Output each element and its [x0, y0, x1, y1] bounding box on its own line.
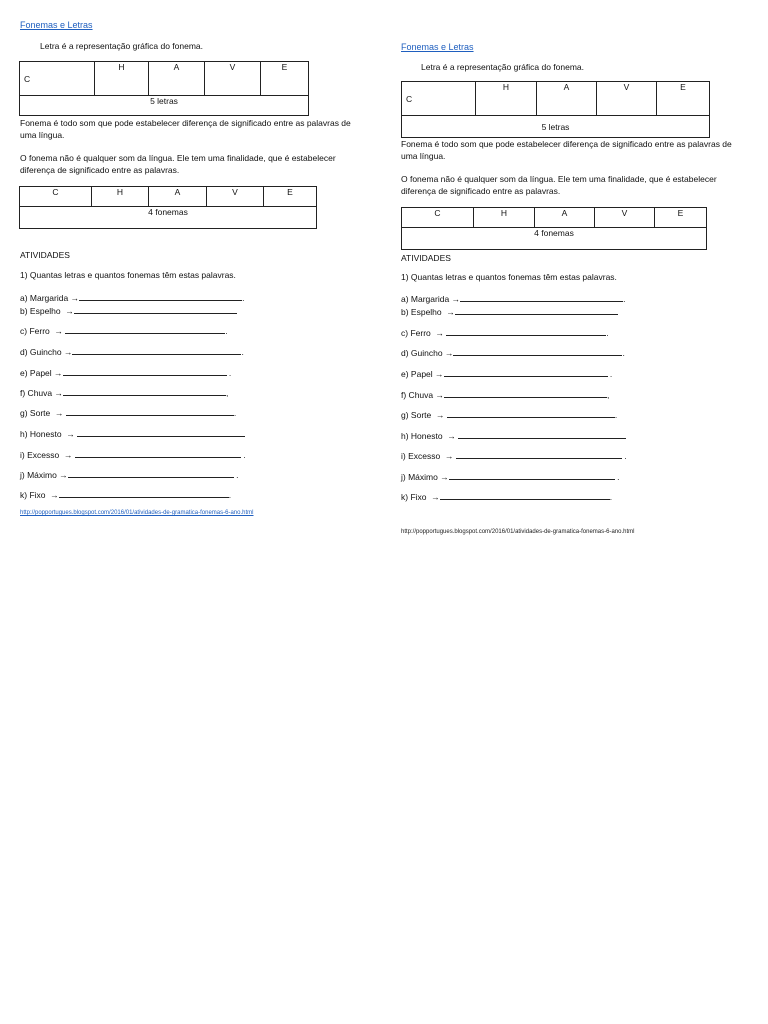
letters-table [19, 61, 309, 116]
letter-cell: A [149, 62, 205, 96]
answer-blank[interactable] [449, 470, 615, 480]
phonemes-table [401, 207, 707, 250]
arrow-icon: → [435, 390, 444, 400]
phonemes-table [19, 186, 317, 229]
answer-item: e) Papel → . [401, 369, 613, 379]
letter-cell: C [20, 62, 95, 96]
arrow-icon: → [65, 306, 74, 316]
answer-blank[interactable] [77, 427, 245, 437]
answer-blank[interactable] [65, 324, 225, 334]
phoneme-cell: A [535, 208, 595, 228]
answer-blank[interactable] [444, 388, 607, 398]
letter-cell: V [205, 62, 261, 96]
answer-item: b) Espelho → [401, 305, 618, 317]
answer-item: c) Ferro → . [20, 326, 228, 336]
arrow-icon: → [435, 328, 444, 338]
letters-summary: 5 letras [402, 116, 710, 138]
arrow-icon: → [435, 369, 444, 379]
letter-cell: H [476, 82, 537, 116]
answer-item: b) Espelho → [20, 304, 237, 316]
answer-item: j) Máximo → . [401, 472, 620, 482]
intro-text: Letra é a representação gráfica do fonema. [421, 62, 585, 72]
fonema-purpose: O fonema não é qualquer som da língua. Ele tem uma finalidade, que é estabelecer diferença de significado entre as palavras. [401, 174, 717, 196]
phoneme-cell: E [264, 187, 317, 207]
phoneme-cell: H [92, 187, 149, 207]
answer-item: k) Fixo → . [401, 492, 613, 502]
answer-blank[interactable] [68, 468, 234, 478]
arrow-icon: → [444, 348, 454, 358]
phoneme-cell: H [474, 208, 535, 228]
fonema-definition: Fonema é todo som que pode estabelecer diferença de significado entre as palavras de uma língua. [20, 118, 351, 140]
arrow-icon: → [431, 492, 440, 502]
answer-blank[interactable] [460, 292, 623, 302]
arrow-icon: → [63, 450, 73, 460]
letter-cell: H [95, 62, 149, 96]
arrow-icon: → [54, 388, 63, 398]
letter-cell: E [261, 62, 309, 96]
answer-blank[interactable] [458, 429, 626, 439]
letter-cell: E [657, 82, 710, 116]
arrow-icon: → [54, 408, 64, 418]
phoneme-cell: V [595, 208, 655, 228]
arrow-icon: → [54, 326, 63, 336]
answer-blank[interactable] [59, 488, 229, 498]
answer-item: f) Chuva → , [401, 390, 610, 400]
phoneme-cell: C [20, 187, 92, 207]
activities-heading: ATIVIDADES [401, 253, 451, 263]
arrow-icon: → [451, 294, 461, 304]
worksheet-title: Fonemas e Letras [20, 20, 93, 30]
answer-item: h) Honesto → [20, 427, 245, 439]
activity-question: 1) Quantas letras e quantos fonemas têm estas palavras. [20, 270, 236, 280]
answer-item: j) Máximo → . [20, 470, 239, 480]
source-link[interactable]: http://popportugues.blogspot.com/2016/01/atividades-de-gramatica-fonemas-6-ano.html [401, 529, 635, 535]
letter-cell: V [597, 82, 657, 116]
answer-blank[interactable] [63, 386, 226, 396]
phonemes-summary: 4 fonemas [402, 228, 707, 250]
answer-item: e) Papel → . [20, 368, 232, 378]
answer-blank[interactable] [456, 449, 622, 459]
fonema-definition: Fonema é todo som que pode estabelecer diferença de significado entre as palavras de uma língua. [401, 139, 732, 161]
answer-blank[interactable] [66, 406, 234, 416]
answer-blank[interactable] [75, 448, 241, 458]
answer-item: i) Excesso → . [401, 451, 627, 461]
answer-item: g) Sorte → . [20, 408, 237, 418]
letters-table [401, 81, 710, 138]
phonemes-summary: 4 fonemas [20, 207, 317, 229]
arrow-icon: → [447, 431, 456, 441]
answer-blank[interactable] [63, 366, 227, 376]
arrow-icon: → [50, 490, 59, 500]
fonema-purpose: O fonema não é qualquer som da língua. Ele tem uma finalidade, que é estabelecer diferença de significado entre as palavras. [20, 153, 336, 175]
answer-blank[interactable] [79, 291, 242, 301]
answer-blank[interactable] [440, 490, 610, 500]
answer-item: c) Ferro → . [401, 328, 609, 338]
phoneme-cell: V [207, 187, 264, 207]
answer-blank[interactable] [455, 305, 618, 315]
letter-cell: C [402, 82, 476, 116]
answer-blank[interactable] [444, 367, 608, 377]
arrow-icon: → [444, 451, 454, 461]
arrow-icon: → [66, 429, 75, 439]
answer-blank[interactable] [446, 326, 606, 336]
source-link[interactable]: http://popportugues.blogspot.com/2016/01/atividades-de-gramatica-fonemas-6-ano.html [20, 510, 254, 516]
activities-heading: ATIVIDADES [20, 250, 70, 260]
answer-item: d) Guincho → . [20, 347, 244, 357]
intro-text: Letra é a representação gráfica do fonema. [40, 41, 204, 51]
answer-blank[interactable] [453, 346, 622, 356]
phoneme-cell: E [655, 208, 707, 228]
arrow-icon: → [70, 293, 80, 303]
letter-cell: A [537, 82, 597, 116]
answer-item: d) Guincho → . [401, 348, 625, 358]
worksheet-title: Fonemas e Letras [401, 42, 474, 52]
answer-item: h) Honesto → [401, 429, 626, 441]
arrow-icon: → [59, 470, 68, 480]
answer-item: i) Excesso → . [20, 450, 246, 460]
answer-item: g) Sorte → . [401, 410, 618, 420]
phoneme-cell: A [149, 187, 207, 207]
answer-item: a) Margarida → . [401, 294, 626, 304]
answer-blank[interactable] [447, 408, 615, 418]
answer-item: f) Chuva → , [20, 388, 229, 398]
activity-question: 1) Quantas letras e quantos fonemas têm estas palavras. [401, 272, 617, 282]
arrow-icon: → [446, 307, 455, 317]
arrow-icon: → [54, 368, 63, 378]
arrow-icon: → [63, 347, 73, 357]
answer-blank[interactable] [72, 345, 241, 355]
answer-item: k) Fixo → . [20, 490, 232, 500]
arrow-icon: → [440, 472, 449, 482]
letters-summary: 5 letras [20, 96, 309, 116]
phoneme-cell: C [402, 208, 474, 228]
answer-item: a) Margarida → . [20, 293, 245, 303]
arrow-icon: → [435, 410, 445, 420]
answer-blank[interactable] [74, 304, 237, 314]
